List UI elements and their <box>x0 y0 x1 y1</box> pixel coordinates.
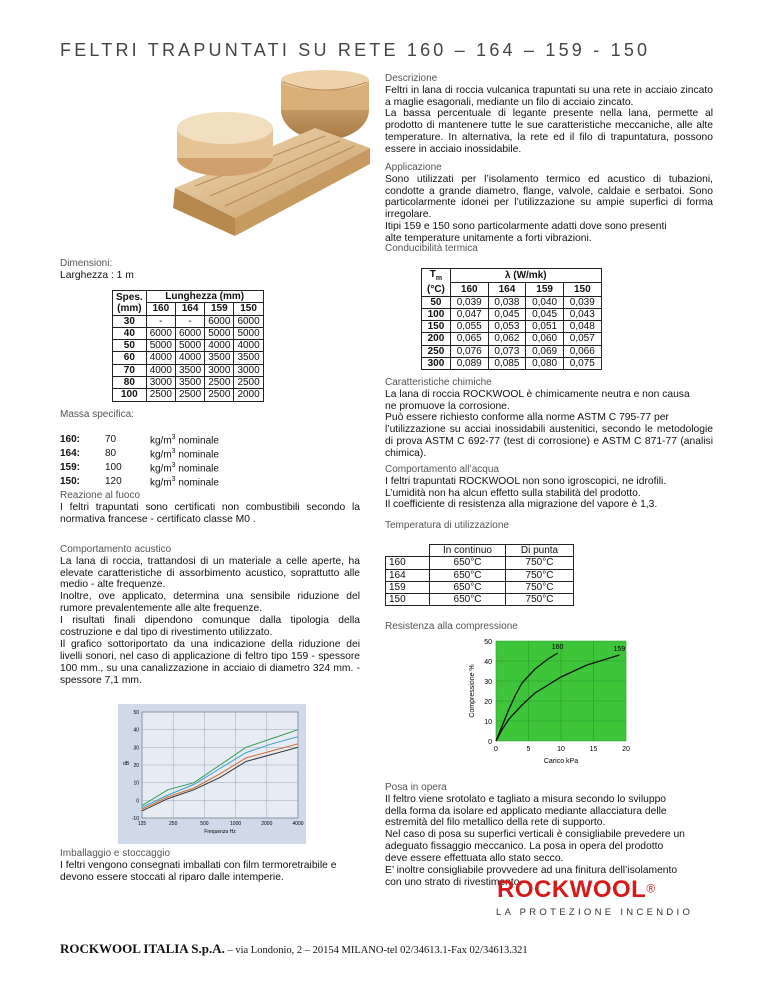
table-row: 159: 100 $kg/m^3$ nominale <box>60 461 219 475</box>
y-tick-label: 20 <box>133 763 139 769</box>
y-tick-label: 0 <box>488 739 492 746</box>
larghezza-text: Larghezza : 1 m <box>60 269 134 281</box>
applicazione-line2: Itipi 159 e 150 sono particolarmente adatti dove sono presenti <box>385 221 667 233</box>
reazione-heading: Reazione al fuoco <box>60 490 141 501</box>
x-tick-label: 20 <box>622 746 630 753</box>
imballaggio-heading: Imballaggio e stoccaggio <box>60 848 171 859</box>
type-header: 159 <box>205 303 234 315</box>
massa-table <box>60 434 219 490</box>
acqua-heading: Comportamento all’acqua <box>385 464 499 475</box>
y-tick-label: 10 <box>133 780 139 787</box>
x-tick-label: 10 <box>557 746 565 753</box>
applicazione-line3: alte temperature unitamente a forti vibrazioni. <box>385 233 592 245</box>
footer-address: – via Londonio, 2 – 20154 MILANO-tel 02/34613.1-Fax 02/34613.321 <box>224 945 528 956</box>
table-row: 70 4000 3500 3000 3000 <box>113 364 264 376</box>
table-row: 159 650°C 750°C <box>386 581 574 593</box>
applicazione-heading: Applicazione <box>385 162 442 173</box>
type-header: 160 <box>450 282 488 296</box>
posa-section <box>385 782 685 889</box>
y-tick-label: 30 <box>133 745 139 752</box>
table-row: 160: 70 $kg/m^3$ nominale <box>60 434 219 447</box>
acqua-text: I feltri trapuntati ROCKWOOL non sono igroscopici, ne idrofili. L’umidità non ha alcun effetto sulla stabilità del prodotto. Il coefficiente di resistenza alla migrazione del vapore è 1,3. <box>385 475 667 511</box>
descrizione-heading: Descrizione <box>385 73 438 84</box>
chimiche-section <box>385 377 713 460</box>
table-row: 164: 80 $kg/m^3$ nominale <box>60 447 219 461</box>
chimiche-text: l’utilizzazione su acciai inossidabili austenitici, secondo le metodologie di prova ASTM C 692-77 (test di corrosione) e ASTM C 871-77 (analisi chimica). <box>385 424 713 460</box>
spes-header: Spes. (mm) <box>113 291 147 316</box>
type-header: 164 <box>175 303 204 315</box>
compressione-heading: Resistenza alla compressione <box>385 621 518 632</box>
table-row: 150 0,055 0,053 0,051 0,048 <box>422 321 602 333</box>
applicazione-text: Sono utilizzati per l’isolamento termico ed acustico di tubazioni, condotte a grande diametro, flange, valvole, caldaie e serbatoi. Sono particolarmente idonei per l’utilizzazione su ampie superfici di forma irregolare. <box>385 173 713 221</box>
y-tick-label: 10 <box>484 719 492 726</box>
table-row: 200 0,065 0,062 0,060 0,057 <box>422 333 602 345</box>
acustico-section <box>60 544 360 687</box>
y-tick-label: 50 <box>484 639 492 646</box>
x-axis-label: Carico kPa <box>543 758 579 765</box>
y-tick-label: 20 <box>484 699 492 706</box>
logo-wordmark: ROCKWOOL <box>497 876 647 903</box>
dimensioni-table <box>112 290 264 402</box>
product-photo <box>165 68 377 256</box>
lambda-header: λ (W/mk) <box>450 269 601 283</box>
massa-heading: Massa specifica: <box>60 409 134 420</box>
type-header: 159 <box>526 282 564 296</box>
chimiche-heading: Caratteristiche chimiche <box>385 377 492 388</box>
acoustic-chart <box>118 704 306 844</box>
logo-tagline: LA PROTEZIONE INCENDIO <box>496 907 694 918</box>
series-label: 159 <box>613 646 626 653</box>
chimiche-line3: Può essere richiesto conforme alla norme ASTM C 795-77 per <box>385 412 669 424</box>
x-tick-label: 15 <box>589 746 598 753</box>
reazione-section <box>60 490 360 525</box>
conducibilita-heading: Conducibilità termica <box>385 243 478 254</box>
x-tick-label: 500 <box>200 821 209 827</box>
table-row: 164 650°C 750°C <box>386 569 574 581</box>
col-header: In continuo <box>430 545 506 557</box>
acustico-text: La lana di roccia, trattandosi di un materiale a celle aperte, ha elevate caratteristiche di assorbimento acustico, soprattutto alle medio - alte frequenze. Inoltre, ove applicato, determina una sensibile riduzione del rumore prevalentemente alle alte frequenze. I risultati finali dipendono comunque dalla tipologia della costruzione e dal tipo di rivestimento utilizzato. Il grafico sottoriportato da una indicazione della riduzione dei livelli sonori, nel caso di applicazione di feltro tipo 159 - spessore 100 mm., su una canalizzazione in acciaio di diametro 324 mm. - spessore 7,1 mm. <box>60 555 360 686</box>
x-tick-label: 125 <box>137 821 147 827</box>
type-header: 160 <box>146 303 175 315</box>
posa-text: Il feltro viene srotolato e tagliato a misura secondo lo sviluppo della forma da isolare ed applicato mediante allacciatura delle estremità del filo metallico della rete di supporto. Nel caso di posa su superfici verticali è consigliabile prevedere un adeguato fissaggio meccanico. La posa in opera del prodotto deve essere effettuata allo stato secco. E’ inoltre consigliabile provvedere ad una finitura dell’isolamento con uno strato di rivestimento. <box>385 793 685 889</box>
dimensioni-section <box>60 258 360 282</box>
chimiche-line1: La lana di roccia ROCKWOOL è chimicamente neutra e non causa <box>385 388 690 400</box>
conducibilita-table <box>421 268 602 370</box>
tm-header: $T_m$ (°C) <box>422 269 451 297</box>
table-row: 250 0,076 0,073 0,069 0,066 <box>422 345 602 357</box>
y-axis-label: Compressione % <box>469 664 476 718</box>
page-title: FELTRI TRAPUNTATI SU RETE 160 – 164 – 159 - 150 <box>60 40 651 60</box>
y-tick-label: 40 <box>484 659 492 666</box>
table-row: 60 4000 4000 3500 3500 <box>113 352 264 364</box>
descrizione-text: Feltri in lana di roccia vulcanica trapuntati su una rete in acciaio zincato a maglie esagonali, mediante un filo di acciaio zincato. La bassa percentuale di legante presente nella lana, permette al prodotto di mantenere tutte le sue caratteristiche meccaniche, alle alte temperature. In alternativa, la rete ed il filo di trapuntatura, possono essere in acciaio inossidabile. <box>385 84 713 156</box>
table-row: 300 0,089 0,085 0,080 0,075 <box>422 358 602 370</box>
x-tick-label: 4000 <box>292 821 304 827</box>
descrizione-section <box>385 73 713 156</box>
y-tick-label: -10 <box>131 816 139 822</box>
temperatura-heading: Temperatura di utilizzazione <box>385 520 509 531</box>
table-row: 100 2500 2500 2500 2000 <box>113 389 264 401</box>
footer-company: ROCKWOOL ITALIA S.p.A. <box>60 941 225 956</box>
col-header: Di punta <box>506 545 574 557</box>
table-row: 150: 120 $kg/m^3$ nominale <box>60 475 219 489</box>
acqua-section <box>385 464 713 511</box>
type-header: 150 <box>563 282 601 296</box>
dimensioni-heading: Dimensioni: <box>60 258 113 269</box>
chimiche-line2: ne promuove la corrosione. <box>385 400 510 412</box>
footer <box>60 941 528 957</box>
table-row: 50 5000 5000 4000 4000 <box>113 340 264 352</box>
rockwool-logo <box>497 876 655 904</box>
table-row: 30 - - 6000 6000 <box>113 315 264 327</box>
lunghezza-header: Lunghezza (mm) <box>146 291 263 303</box>
table-row: 80 3000 3500 2500 2500 <box>113 377 264 389</box>
reazione-text: I feltri trapuntati sono certificati non combustibili secondo la normativa francese - certificato classe M0 . <box>60 501 360 525</box>
temperatura-table <box>385 544 574 606</box>
y-tick-label: 0 <box>136 798 139 805</box>
y-tick-label: 30 <box>484 679 492 686</box>
compression-chart <box>466 636 636 772</box>
table-row: 150 650°C 750°C <box>386 594 574 606</box>
x-tick-label: 1000 <box>230 821 242 827</box>
imballaggio-section <box>60 848 370 883</box>
acustico-heading: Comportamento acustico <box>60 544 172 555</box>
table-row: 100 0,047 0,045 0,045 0,043 <box>422 308 602 320</box>
y-axis-label: dB <box>122 761 130 767</box>
type-header: 150 <box>234 303 263 315</box>
x-tick-label: 5 <box>526 746 531 753</box>
y-tick-label: 40 <box>133 727 139 734</box>
applicazione-section <box>385 162 713 245</box>
table-row: 50 0,039 0,038 0,040 0,039 <box>422 296 602 308</box>
x-tick-label: 0 <box>494 746 498 753</box>
x-tick-label: 250 <box>169 821 178 827</box>
registered-mark: ® <box>646 881 656 896</box>
x-axis-label: Frequenza Hz <box>204 829 236 835</box>
type-header: 164 <box>488 282 526 296</box>
imballaggio-text: I feltri vengono consegnati imballati con film termoretraibile e devono essere stoccati al riparo dalle intemperie. <box>60 859 337 883</box>
posa-heading: Posa in opera <box>385 782 447 793</box>
table-row: 40 6000 6000 5000 5000 <box>113 327 264 339</box>
y-tick-label: 50 <box>133 710 139 716</box>
table-row: 160 650°C 750°C <box>386 557 574 569</box>
x-tick-label: 2000 <box>261 821 273 827</box>
series-label: 160 <box>551 644 564 651</box>
